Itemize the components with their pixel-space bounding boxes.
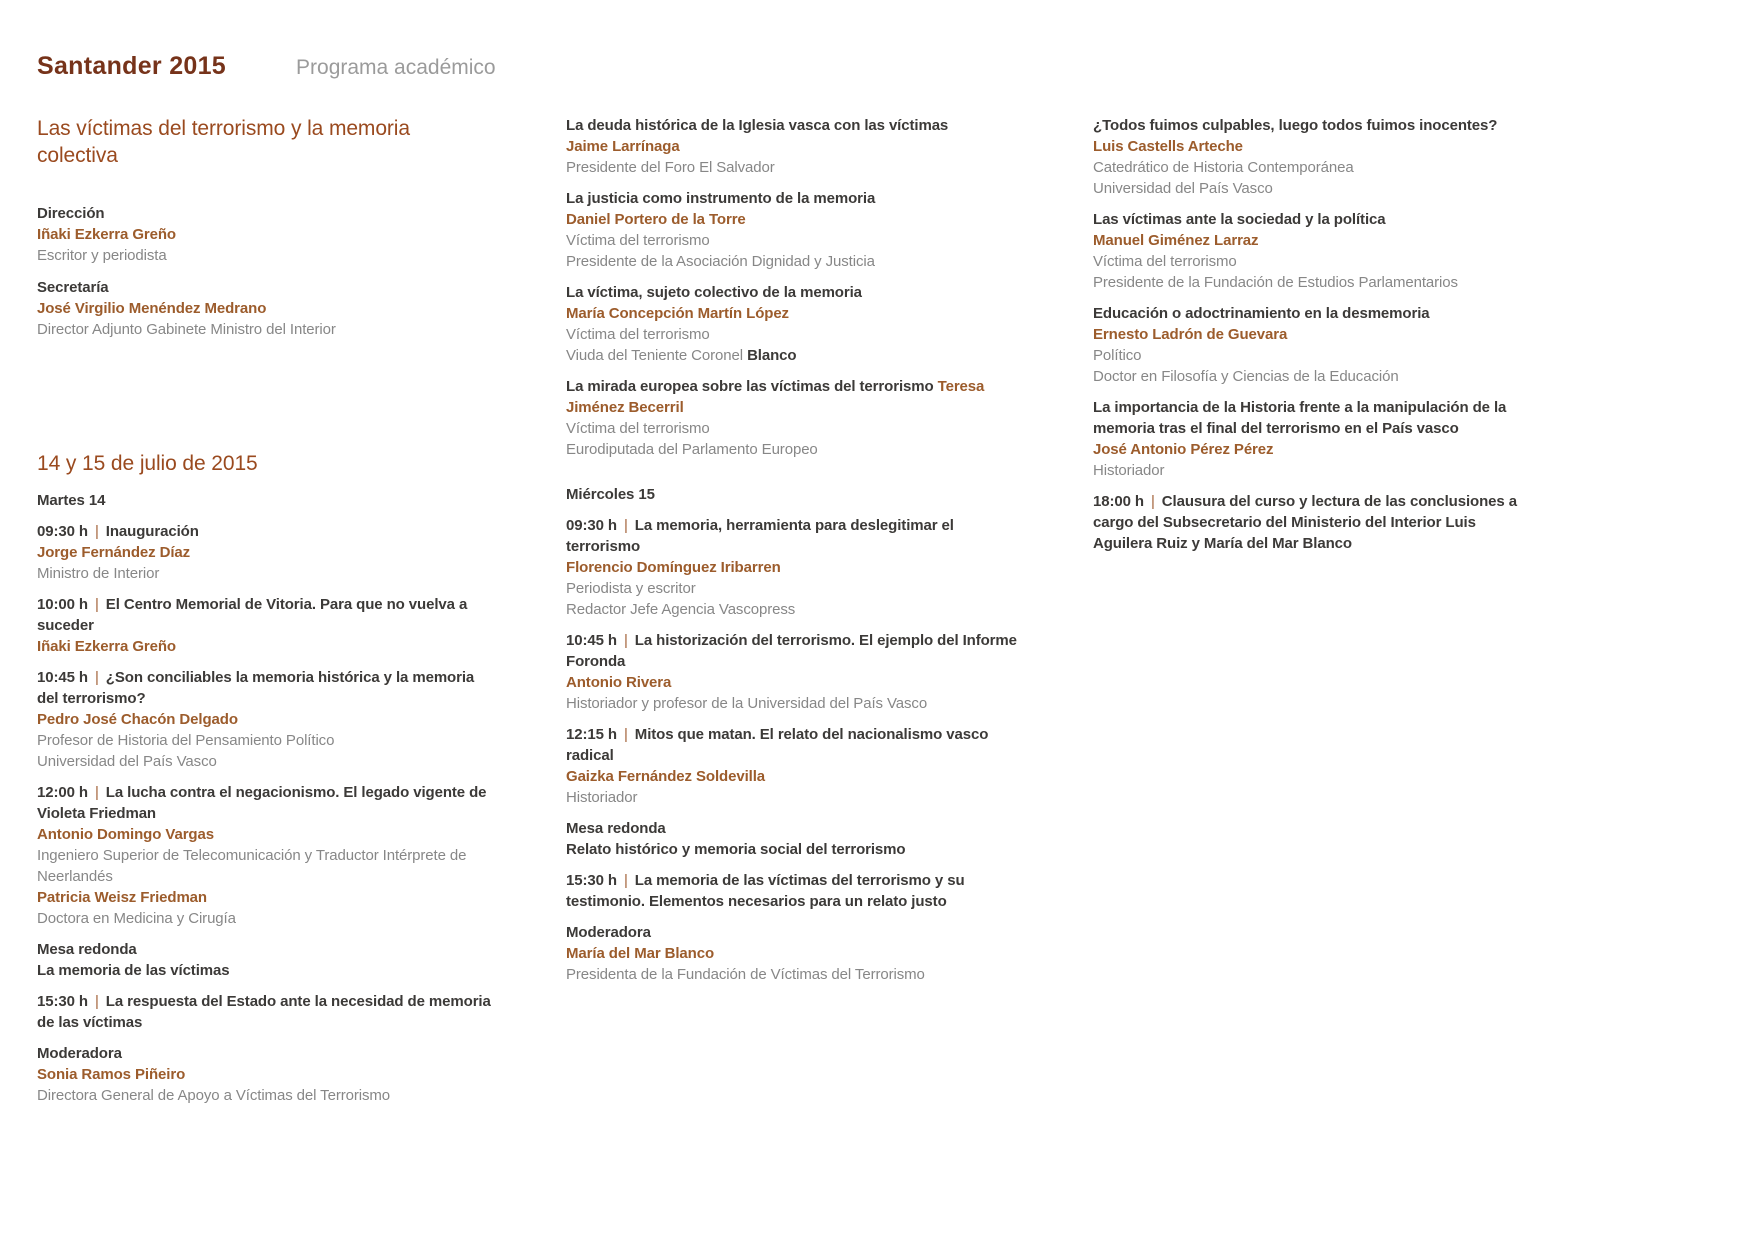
pipe-separator: | bbox=[95, 669, 99, 686]
entry-title bbox=[566, 630, 1018, 672]
speaker-role: Universidad del País Vasco bbox=[1093, 180, 1273, 197]
schedule-entry bbox=[37, 667, 492, 772]
speaker-role: Ingeniero Superior de Telecomunicación y Traductor Intérprete de Neerlandés bbox=[37, 847, 467, 885]
schedule-entry bbox=[1093, 491, 1523, 554]
schedule-entry bbox=[1093, 209, 1523, 293]
pipe-separator: | bbox=[624, 726, 628, 743]
dates-heading: 14 y 15 de julio de 2015 bbox=[37, 452, 258, 475]
entry-title-text: La respuesta del Estado ante la necesidad de memoria de las víctimas bbox=[37, 993, 491, 1031]
entry-title bbox=[566, 376, 1018, 418]
pipe-separator: | bbox=[624, 872, 628, 889]
entry-title-text: Clausura del curso y lectura de las conclusiones a cargo del Subsecretario del Ministerio del Interior Luis Aguilera Ruiz y María del Mar Blanco bbox=[1093, 493, 1517, 552]
speaker-role-bold: Blanco bbox=[747, 347, 797, 364]
entry-title bbox=[1093, 115, 1523, 136]
schedule-entry bbox=[566, 115, 1018, 178]
direction-label: Dirección bbox=[37, 205, 105, 222]
entry-label: Moderadora bbox=[566, 924, 651, 941]
entry-title-text: Mitos que matan. El relato del nacionalismo vasco radical bbox=[566, 726, 989, 764]
entry-title bbox=[37, 991, 492, 1033]
column-right bbox=[1093, 115, 1523, 564]
speaker-role: Catedrático de Historia Contemporánea bbox=[1093, 159, 1354, 176]
speaker-name: Jorge Fernández Díaz bbox=[37, 544, 191, 561]
schedule-entry bbox=[566, 188, 1018, 272]
speaker-role: Eurodiputada del Parlamento Europeo bbox=[566, 441, 818, 458]
entry-title-text: Relato histórico y memoria social del terrorismo bbox=[566, 841, 906, 858]
entry-label: Mesa redonda bbox=[37, 941, 137, 958]
entry-time: 09:30 h bbox=[566, 517, 617, 534]
entry-title-text: La importancia de la Historia frente a la manipulación de la memoria tras el final del terrorismo en el País vasco bbox=[1093, 399, 1507, 437]
entry-title bbox=[37, 782, 492, 824]
entry-title-text: La memoria de las víctimas del terrorismo y su testimonio. Elementos necesarios para un relato justo bbox=[566, 872, 965, 910]
pipe-separator: | bbox=[624, 517, 628, 534]
speaker-role: Presidente de la Fundación de Estudios Parlamentarios bbox=[1093, 274, 1458, 291]
entry-time: 10:00 h bbox=[37, 596, 88, 613]
entry-time: 10:45 h bbox=[566, 632, 617, 649]
schedule-entry bbox=[566, 870, 1018, 912]
speaker-role: Víctima del terrorismo bbox=[566, 232, 710, 249]
schedule-entry bbox=[1093, 397, 1523, 481]
speaker-name: María del Mar Blanco bbox=[566, 945, 715, 962]
direction-role: Escritor y periodista bbox=[37, 247, 167, 264]
entry-title-text: Las víctimas ante la sociedad y la política bbox=[1093, 211, 1386, 228]
schedule-entry bbox=[1093, 115, 1523, 199]
entry-title bbox=[566, 282, 1018, 303]
secretary-group bbox=[37, 277, 492, 340]
entry-time: 15:30 h bbox=[37, 993, 88, 1010]
secretary-name: José Virgilio Menéndez Medrano bbox=[37, 300, 267, 317]
speaker-role: Profesor de Historia del Pensamiento Político bbox=[37, 732, 335, 749]
schedule-entry bbox=[566, 376, 1018, 460]
speaker-role: Historiador bbox=[1093, 462, 1165, 479]
speaker-name: Luis Castells Arteche bbox=[1093, 138, 1243, 155]
schedule-entry bbox=[37, 939, 492, 981]
entry-title-text: La memoria, herramienta para deslegitimar el terrorismo bbox=[566, 517, 954, 555]
secretary-label: Secretaría bbox=[37, 279, 109, 296]
entry-time: 18:00 h bbox=[1093, 493, 1144, 510]
column-left bbox=[37, 115, 492, 1116]
entry-title-text: La mirada europea sobre las víctimas del terrorismo bbox=[566, 378, 934, 395]
speaker-name: Gaizka Fernández Soldevilla bbox=[566, 768, 766, 785]
speaker-name: Patricia Weisz Friedman bbox=[37, 889, 207, 906]
schedule-entry bbox=[566, 630, 1018, 714]
entry-title-text: La justicia como instrumento de la memoria bbox=[566, 190, 876, 207]
entry-label: Moderadora bbox=[37, 1045, 122, 1062]
entry-title bbox=[37, 667, 492, 709]
entry-time: 15:30 h bbox=[566, 872, 617, 889]
speaker-role: Viuda del Teniente Coronel Blanco bbox=[566, 347, 797, 364]
speaker-role: Presidenta de la Fundación de Víctimas del Terrorismo bbox=[566, 966, 925, 983]
speaker-name-inline: Teresa Jiménez Becerril bbox=[566, 378, 985, 416]
schedule-entry bbox=[37, 782, 492, 929]
pipe-separator: | bbox=[95, 523, 99, 540]
entry-title-text: ¿Todos fuimos culpables, luego todos fuimos inocentes? bbox=[1093, 117, 1498, 134]
speaker-role: Víctima del terrorismo bbox=[1093, 253, 1237, 270]
entry-title bbox=[37, 960, 492, 981]
pipe-separator: | bbox=[95, 596, 99, 613]
page-subtitle: Programa académico bbox=[296, 56, 496, 79]
speaker-role: Víctima del terrorismo bbox=[566, 420, 710, 437]
speaker-role: Historiador y profesor de la Universidad del País Vasco bbox=[566, 695, 928, 712]
speaker-role: Doctor en Filosofía y Ciencias de la Educación bbox=[1093, 368, 1399, 385]
schedule-entry bbox=[566, 818, 1018, 860]
schedule-column-3 bbox=[1093, 115, 1523, 554]
speaker-name: Antonio Domingo Vargas bbox=[37, 826, 214, 843]
speaker-name: María Concepción Martín López bbox=[566, 305, 789, 322]
entry-title-text: La historización del terrorismo. El ejemplo del Informe Foronda bbox=[566, 632, 1017, 670]
speaker-name: Antonio Rivera bbox=[566, 674, 672, 691]
speaker-name: Florencio Domínguez Iribarren bbox=[566, 559, 781, 576]
entry-title-text: Educación o adoctrinamiento en la desmemoria bbox=[1093, 305, 1430, 322]
schedule-entry bbox=[37, 594, 492, 657]
schedule-entry bbox=[37, 1043, 492, 1106]
speaker-name: Ernesto Ladrón de Guevara bbox=[1093, 326, 1288, 343]
schedule-entry bbox=[37, 521, 492, 584]
entry-title bbox=[1093, 491, 1523, 554]
schedule-column-1 bbox=[37, 490, 492, 1106]
entry-title-text: Inauguración bbox=[105, 523, 199, 540]
speaker-name: Manuel Giménez Larraz bbox=[1093, 232, 1259, 249]
speaker-name: Pedro José Chacón Delgado bbox=[37, 711, 238, 728]
entry-title-text: La memoria de las víctimas bbox=[37, 962, 230, 979]
speaker-role: Redactor Jefe Agencia Vascopress bbox=[566, 601, 796, 618]
entry-title bbox=[1093, 209, 1523, 230]
speaker-role: Universidad del País Vasco bbox=[37, 753, 217, 770]
day-header: Martes 14 bbox=[37, 492, 106, 509]
entry-title bbox=[1093, 303, 1523, 324]
schedule-entry bbox=[566, 282, 1018, 366]
course-title: Las víctimas del terrorismo y la memoria colectiva bbox=[37, 117, 410, 167]
entry-title bbox=[566, 870, 1018, 912]
entry-title bbox=[566, 724, 1018, 766]
speaker-name: Jaime Larrínaga bbox=[566, 138, 680, 155]
entry-title-text: La lucha contra el negacionismo. El legado vigente de Violeta Friedman bbox=[37, 784, 487, 822]
speaker-role: Doctora en Medicina y Cirugía bbox=[37, 910, 236, 927]
speaker-name: Daniel Portero de la Torre bbox=[566, 211, 746, 228]
entry-title bbox=[37, 594, 492, 636]
column-middle bbox=[566, 115, 1018, 995]
entry-title-text: La deuda histórica de la Iglesia vasca con las víctimas bbox=[566, 117, 949, 134]
speaker-role: Directora General de Apoyo a Víctimas del Terrorismo bbox=[37, 1087, 391, 1104]
entry-label: Mesa redonda bbox=[566, 820, 666, 837]
entry-time: 12:15 h bbox=[566, 726, 617, 743]
entry-title bbox=[566, 839, 1018, 860]
direction-name: Iñaki Ezkerra Greño bbox=[37, 226, 176, 243]
entry-time: 12:00 h bbox=[37, 784, 88, 801]
entry-time: 10:45 h bbox=[37, 669, 88, 686]
secretary-role: Director Adjunto Gabinete Ministro del Interior bbox=[37, 321, 336, 338]
schedule-entry bbox=[566, 515, 1018, 620]
speaker-role: Ministro de Interior bbox=[37, 565, 160, 582]
speaker-role: Político bbox=[1093, 347, 1142, 364]
speaker-role: Presidente de la Asociación Dignidad y Justicia bbox=[566, 253, 875, 270]
speaker-role: Periodista y escritor bbox=[566, 580, 696, 597]
entry-title-text: ¿Son conciliables la memoria histórica y la memoria del terrorismo? bbox=[37, 669, 475, 707]
schedule-entry bbox=[566, 724, 1018, 808]
pipe-separator: | bbox=[1151, 493, 1155, 510]
page-header bbox=[37, 52, 1754, 81]
schedule-entry bbox=[1093, 303, 1523, 387]
page-title: Santander 2015 bbox=[37, 52, 227, 80]
speaker-name: Sonia Ramos Piñeiro bbox=[37, 1066, 186, 1083]
entry-title bbox=[37, 521, 492, 542]
entry-time: 09:30 h bbox=[37, 523, 88, 540]
entry-title bbox=[566, 115, 1018, 136]
speaker-name: Iñaki Ezkerra Greño bbox=[37, 638, 176, 655]
speaker-role: Víctima del terrorismo bbox=[566, 326, 710, 343]
pipe-separator: | bbox=[95, 784, 99, 801]
schedule-column-2 bbox=[566, 115, 1018, 985]
speaker-role: Presidente del Foro El Salvador bbox=[566, 159, 775, 176]
schedule-entry bbox=[37, 991, 492, 1033]
speaker-role: Historiador bbox=[566, 789, 638, 806]
direction-group bbox=[37, 203, 492, 266]
day-header: Miércoles 15 bbox=[566, 486, 655, 503]
pipe-separator: | bbox=[624, 632, 628, 649]
entry-title bbox=[566, 188, 1018, 209]
schedule-entry bbox=[566, 922, 1018, 985]
speaker-name: José Antonio Pérez Pérez bbox=[1093, 441, 1274, 458]
pipe-separator: | bbox=[95, 993, 99, 1010]
columns-container bbox=[37, 115, 1754, 1116]
entry-title-text: La víctima, sujeto colectivo de la memoria bbox=[566, 284, 862, 301]
entry-title-text: El Centro Memorial de Vitoria. Para que no vuelva a suceder bbox=[37, 596, 468, 634]
entry-title bbox=[1093, 397, 1523, 439]
entry-title bbox=[566, 515, 1018, 557]
